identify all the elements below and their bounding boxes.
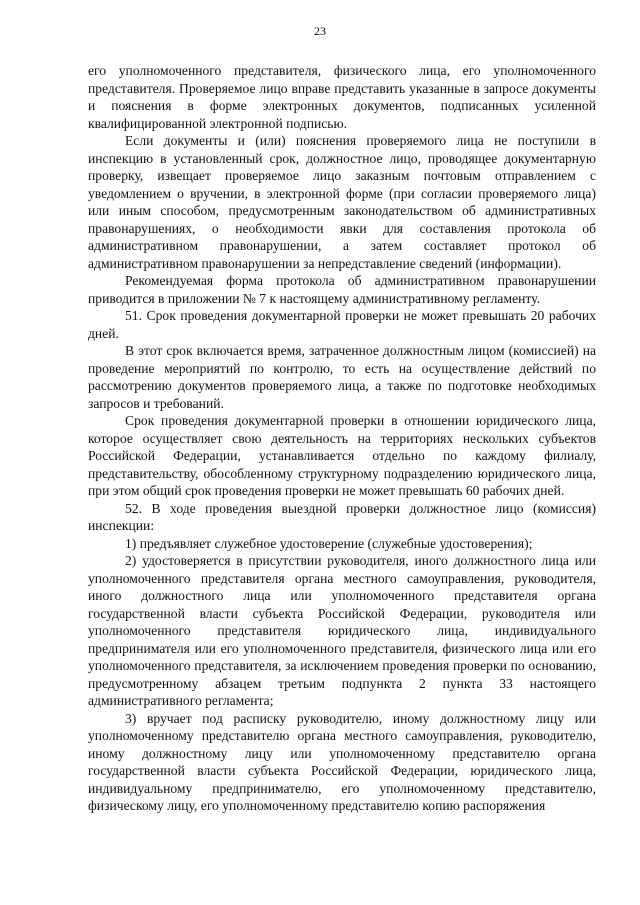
paragraph-subitem-2: 2) удостоверяется в присутствии руководителя, иного должностного лица или уполномоченного представителя органа местного самоуправления, руководителя, иного должностного лица или уполномоченного представителя органа государственной власти субъекта Российской Федерации, руководителя или уполномоченного представителя юридического лица, индивидуального предпринимателя или его уполномоченного представителя, физического лица или его уполномоченного представителя, за исключением проведения проверки по основанию, предусмотренному абзацем третьим подпункта 2 пункта 33 настоящего административного регламента; [88, 553, 596, 708]
paragraph-continued: его уполномоченного представителя, физического лица, его уполномоченного представителя. Проверяемое лицо вправе представить указанные в запросе документы и пояснения в форме электронных документов, подписанных усиленной квалифицированной электронной подписью. [88, 63, 596, 131]
paragraph-term-includes: В этот срок включается время, затраченное должностным лицом (комиссией) на проведение мероприятий по контролю, то есть на осуществление действий по рассмотрению документов проверяемого лица, а также по подготовке необходимых запросов и требований. [88, 343, 596, 411]
page-number: 23 [314, 24, 326, 38]
paragraph-subitem-3: 3) вручает под расписку руководителю, иному должностному лицу или уполномоченному представителю органа местного самоуправления, руководителю, иному должностному лицу или уполномоченному представителю органа государственной власти субъекта Российской Федерации, юридического лица, индивидуальному предпринимателю, его уполномоченному представителю, физическому лицу, его уполномоченному представителю копию распоряжения [88, 710, 596, 813]
paragraph-subitem-1: 1) предъявляет служебное удостоверение (служебные удостоверения); [125, 535, 533, 551]
paragraph-protocol-form: Рекомендуемая форма протокола об административном правонарушении приводится в приложении № 7 к настоящему административному регламенту. [88, 273, 596, 306]
document-body [88, 62, 596, 815]
paragraph-term-legal-entity: Срок проведения документарной проверки в отношении юридического лица, которое осуществляет свою деятельность на территориях нескольких субъектов Российской Федерации, устанавливается отдельно по каждому филиалу, представительству, обособленному структурному подразделению юридического лица, при этом общий срок проведения проверки не может превышать 60 рабочих дней. [88, 413, 596, 498]
paragraph-missing-documents: Если документы и (или) пояснения проверяемого лица не поступили в инспекцию в установленный срок, должностное лицо, проводящее документарную проверку, извещает проверяемое лицо заказным почтовым отправлением с уведомлением о вручении, в электронной форме (при согласии проверяемого лица) или иным способом, предусмотренным законодательством об административных правонарушениях, о необходимости явки для составления протокола об административном правонарушении, а затем составляет протокол об административном правонарушении за непредставление сведений (информации). [88, 133, 596, 271]
paragraph-item-52: 52. В ходе проведения выездной проверки должностное лицо (комиссия) инспекции: [88, 500, 596, 533]
paragraph-item-51: 51. Срок проведения документарной проверки не может превышать 20 рабочих дней. [88, 308, 596, 341]
